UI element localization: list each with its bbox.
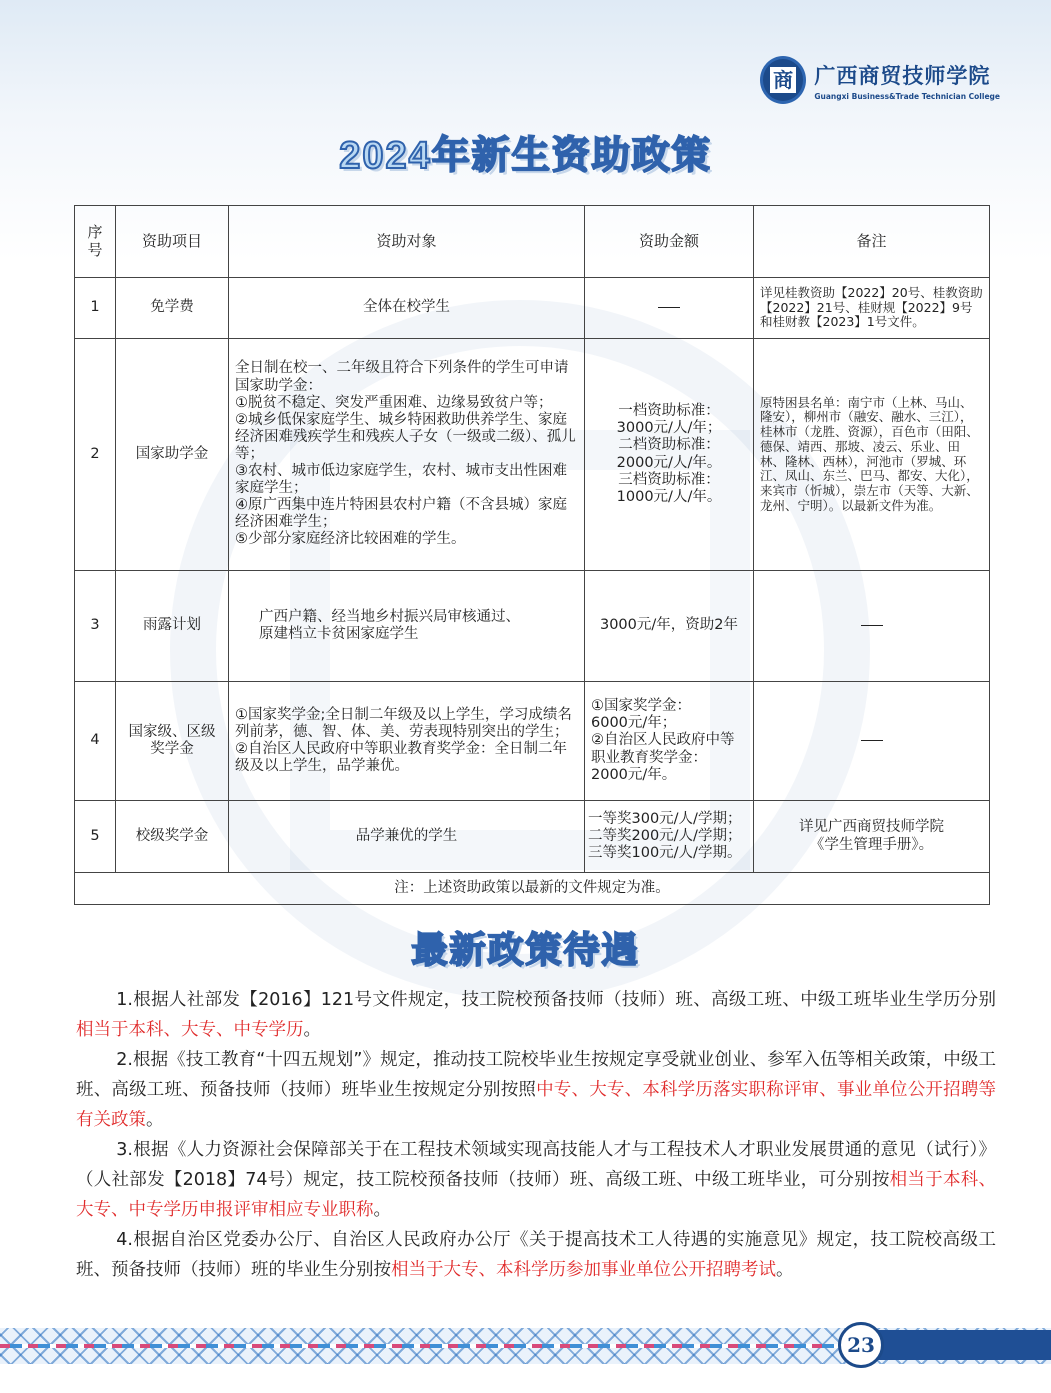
policy-item: 2.根据《技工教育“十四五规划”》规定，推动技工院校毕业生按规定享受就业创业、参军入伍等相关政策，中级工班、高级工班、预备技师（技师）班毕业生按规定分别按照中专、大专、本科学历落实职称评审、事业单位公开招聘等有关政策。	[76, 1050, 997, 1130]
policy-item: 1.根据人社部发【2016】121号文件规定，技工院校预备技师（技师）班、高级工班、中级工班毕业生学历分别相当于本科、大专、中专学历。	[76, 990, 996, 1040]
college-name-en: Guangxi Business&Trade Technician College	[814, 91, 1000, 101]
table-note-row	[75, 873, 990, 905]
page-number-tab	[870, 1330, 1051, 1360]
aid-policy-table	[74, 205, 990, 905]
empty-dash	[585, 278, 754, 339]
policy-item: 3.根据《人力资源社会保障部关于在工程技术领域实现高技能人才与工程技术人才职业发展贯通的意见（试行）》（人社部发【2018】74号）规定，技工院校预备技师（技师）班、高级工班、中级工班毕业，可分别按相当于本科、大专、中专学历申报评审相应专业职称。	[76, 1140, 997, 1220]
table-row: 1 免学费 全体在校学生 详见桂教资助【2022】20号、桂教资助【2022】21号、桂财规【2022】9号和桂财教【2023】1号文件。	[75, 278, 990, 339]
header-remark: 备注	[754, 206, 990, 278]
college-logo	[760, 52, 1000, 108]
header-item: 资助项目	[116, 206, 229, 278]
header-no: 序号	[75, 206, 116, 278]
table-row: 4 国家级、区级奖学金 ①国家奖学金;全日制二年级及以上学生，学习成绩名列前茅，德、智、体、美、劳表现特别突出的学生； ②自治区人民政府中等职业教育奖学金：全日制二年级及以上学生，品学兼优。 ①国家奖学金： 6000元/年； ②自治区人民政府中等职业教育奖学金： 2000元/年。	[75, 682, 990, 801]
page-number: 23	[838, 1322, 884, 1368]
section-title: 最新政策待遇	[411, 929, 640, 970]
table-row: 5 校级奖学金 品学兼优的学生 一等奖300元/人/学期； 二等奖200元/人/学期； 三等奖100元/人/学期。 详见广西商贸技师学院 《学生管理手册》。	[75, 801, 990, 873]
policy-list	[76, 985, 996, 1285]
table-row: 2 国家助学金 全日制在校一、二年级且符合下列条件的学生可申请国家助学金： ①脱贫不稳定、突发严重困难、边缘易致贫户等； ②城乡低保家庭学生、城乡特困救助供养学生、家庭经济困难残疾学生和残疾人子女（一级或二级）、孤儿等； ③农村、城市低边家庭学生，农村、城市支出性困难家庭学生； ④原广西集中连片特困县农村户籍（不含县城）家庭经济困难学生； ⑤少部分家庭经济比较困难的学生。 一档资助标准： 3000元/人/年； 二档资助标准： 2000元/人/年。 三档资助标准： 1000元/人/年。 原特困县名单：南宁市（上林、马山、隆安），柳州市（融安、融水、三江），桂林市（龙胜、资源），百色市（田阳、德保、靖西、那坡、凌云、乐业、田林、隆林、西林），河池市（罗城、环江、凤山、东兰、巴马、都安、大化），来宾市（忻城），崇左市（天等、大新、龙州、宁明）。以最新文件为准。	[75, 339, 990, 571]
policy-item: 4.根据自治区党委办公厅、自治区人民政府办公厅《关于提高技术工人待遇的实施意见》规定，技工院校高级工班、预备技师（技师）班的毕业生分别按相当于大专、本科学历参加事业单位公开招聘考试。	[76, 1230, 996, 1280]
header-amount: 资助金额	[585, 206, 754, 278]
table-note: 注：上述资助政策以最新的文件规定为准。	[75, 873, 990, 905]
college-seal-icon: 商	[760, 56, 806, 104]
table-header-row	[75, 206, 990, 278]
college-name-cn: 广西商贸技师学院	[814, 62, 991, 88]
table-row: 3 雨露计划 广西户籍、经当地乡村振兴局审核通过、 原建档立卡贫困家庭学生 3000元/年，资助2年	[75, 571, 990, 682]
page-title: 2024年新生资助政策	[339, 135, 712, 177]
header-target: 资助对象	[229, 206, 585, 278]
